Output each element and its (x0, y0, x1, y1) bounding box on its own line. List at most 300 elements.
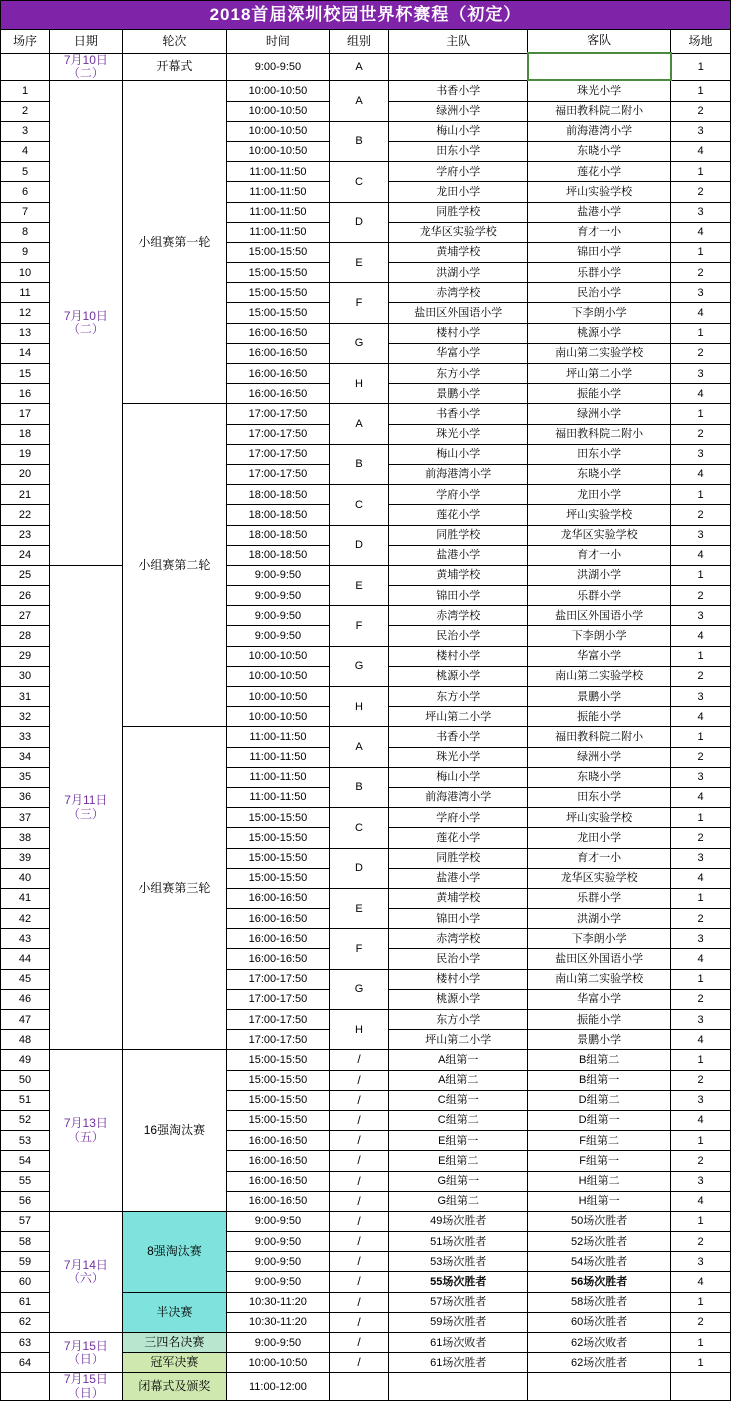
home-team: 同胜学校 (389, 525, 528, 545)
away-team: 绿洲小学 (528, 404, 671, 424)
group-cell: C (329, 485, 389, 525)
match-no: 35 (1, 767, 50, 787)
away-team: 景鹏小学 (528, 1030, 671, 1050)
away-team: 珠光小学 (528, 80, 671, 101)
home-team (389, 53, 528, 80)
venue-cell: 4 (671, 303, 731, 323)
away-team: 乐群小学 (528, 888, 671, 908)
venue-cell: 4 (671, 545, 731, 565)
home-team: 楼村小学 (389, 969, 528, 989)
home-team: 莲花小学 (389, 505, 528, 525)
match-no: 63 (1, 1333, 50, 1353)
home-team: 景鹏小学 (389, 384, 528, 404)
group-cell: A (329, 404, 389, 444)
match-no: 9 (1, 242, 50, 262)
match-no: 19 (1, 444, 50, 464)
time-cell: 17:00-17:50 (227, 444, 329, 464)
table-row (1, 53, 731, 80)
venue-cell: 2 (671, 828, 731, 848)
home-team: 55场次胜者 (389, 1272, 528, 1292)
home-team: 洪湖小学 (389, 263, 528, 283)
home-team: 锦田小学 (389, 909, 528, 929)
away-team: 52场次胜者 (528, 1232, 671, 1252)
away-team: 54场次胜者 (528, 1252, 671, 1272)
home-team: 赤湾学校 (389, 283, 528, 303)
time-cell: 16:00-16:50 (227, 1151, 329, 1171)
venue-cell: 4 (671, 1191, 731, 1211)
away-team: 华富小学 (528, 646, 671, 666)
date-cell: 7月10日 （二） (50, 80, 123, 565)
time-cell: 11:00-11:50 (227, 182, 329, 202)
match-no: 39 (1, 848, 50, 868)
home-team: 珠光小学 (389, 747, 528, 767)
away-team: 洪湖小学 (528, 909, 671, 929)
home-team: 赤湾学校 (389, 929, 528, 949)
round-cell: 小组赛第一轮 (122, 80, 227, 404)
time-cell: 15:00-15:50 (227, 263, 329, 283)
home-team: 49场次胜者 (389, 1211, 528, 1231)
time-cell: 11:00-11:50 (227, 747, 329, 767)
away-team: D组第二 (528, 1090, 671, 1110)
home-team: 桃源小学 (389, 666, 528, 686)
away-team: 振能小学 (528, 1010, 671, 1030)
time-cell: 17:00-17:50 (227, 404, 329, 424)
match-no: 1 (1, 80, 50, 101)
time-cell: 18:00-18:50 (227, 485, 329, 505)
venue-cell: 3 (671, 202, 731, 222)
venue-cell: 4 (671, 1272, 731, 1292)
group-cell: E (329, 565, 389, 605)
away-team: 62场次胜者 (528, 1353, 671, 1373)
time-cell: 10:00-10:50 (227, 141, 329, 161)
home-team: 莲花小学 (389, 828, 528, 848)
match-no: 13 (1, 323, 50, 343)
home-team: 楼村小学 (389, 323, 528, 343)
venue-cell: 2 (671, 909, 731, 929)
home-team: 锦田小学 (389, 586, 528, 606)
away-team: 乐群小学 (528, 263, 671, 283)
match-no: 29 (1, 646, 50, 666)
venue-cell: 3 (671, 767, 731, 787)
home-team: 同胜学校 (389, 202, 528, 222)
away-team: 东晓小学 (528, 767, 671, 787)
date-cell: 7月15日 （日） (50, 1333, 123, 1373)
match-no: 32 (1, 707, 50, 727)
away-team: 田东小学 (528, 787, 671, 807)
time-cell: 11:00-11:50 (227, 787, 329, 807)
away-team: 龙华区实验学校 (528, 868, 671, 888)
group-cell: A (329, 727, 389, 767)
round-cell: 三四名决赛 (122, 1333, 227, 1353)
away-team: 50场次胜者 (528, 1211, 671, 1231)
away-team: 福田教科院二附小 (528, 424, 671, 444)
match-no: 58 (1, 1232, 50, 1252)
time-cell: 10:00-10:50 (227, 666, 329, 686)
match-no: 22 (1, 505, 50, 525)
venue-cell: 2 (671, 989, 731, 1009)
time-cell: 16:00-16:50 (227, 929, 329, 949)
time-cell: 10:00-10:50 (227, 101, 329, 121)
venue-cell: 4 (671, 868, 731, 888)
match-no: 52 (1, 1110, 50, 1130)
away-team: F组第二 (528, 1131, 671, 1151)
group-cell: / (329, 1333, 389, 1353)
match-no: 27 (1, 606, 50, 626)
group-cell: / (329, 1232, 389, 1252)
venue-cell: 2 (671, 343, 731, 363)
match-no: 28 (1, 626, 50, 646)
venue-cell: 1 (671, 323, 731, 343)
time-cell: 9:00-9:50 (227, 1252, 329, 1272)
match-no: 5 (1, 162, 50, 182)
match-no: 16 (1, 384, 50, 404)
away-team: 62场次败者 (528, 1333, 671, 1353)
group-cell: G (329, 323, 389, 363)
match-no: 24 (1, 545, 50, 565)
table-row (1, 565, 731, 585)
away-team: 坪山实验学校 (528, 182, 671, 202)
home-team: E组第二 (389, 1151, 528, 1171)
home-team: 学府小学 (389, 808, 528, 828)
group-cell: / (329, 1353, 389, 1373)
round-cell: 冠军决赛 (122, 1353, 227, 1373)
away-team: 乐群小学 (528, 586, 671, 606)
away-team: 振能小学 (528, 707, 671, 727)
time-cell: 10:00-10:50 (227, 80, 329, 101)
time-cell: 18:00-18:50 (227, 505, 329, 525)
time-cell: 10:00-10:50 (227, 121, 329, 141)
match-no (1, 1373, 50, 1400)
away-team[interactable] (528, 53, 671, 80)
match-no: 10 (1, 263, 50, 283)
time-cell: 17:00-17:50 (227, 1030, 329, 1050)
match-no: 3 (1, 121, 50, 141)
table-row (1, 1050, 731, 1070)
match-no: 57 (1, 1211, 50, 1231)
away-team: 龙田小学 (528, 485, 671, 505)
venue-cell: 1 (671, 80, 731, 101)
match-no: 45 (1, 969, 50, 989)
venue-cell: 2 (671, 586, 731, 606)
group-cell: B (329, 121, 389, 161)
group-cell: / (329, 1050, 389, 1070)
group-cell: F (329, 283, 389, 323)
home-team: 61场次败者 (389, 1333, 528, 1353)
away-team: 华富小学 (528, 989, 671, 1009)
venue-cell: 1 (671, 1353, 731, 1373)
group-cell: / (329, 1090, 389, 1110)
time-cell: 10:00-10:50 (227, 646, 329, 666)
away-team: 南山第二实验学校 (528, 666, 671, 686)
time-cell: 16:00-16:50 (227, 909, 329, 929)
venue-cell: 4 (671, 626, 731, 646)
venue-cell: 2 (671, 1151, 731, 1171)
match-no: 64 (1, 1353, 50, 1373)
home-team: 绿洲小学 (389, 101, 528, 121)
venue-cell: 3 (671, 1010, 731, 1030)
date-cell: 7月14日 （六） (50, 1211, 123, 1332)
home-team: 民治小学 (389, 949, 528, 969)
match-no: 21 (1, 485, 50, 505)
match-no: 54 (1, 1151, 50, 1171)
away-team: 育才一小 (528, 848, 671, 868)
time-cell: 16:00-16:50 (227, 343, 329, 363)
column-header-1: 日期 (50, 30, 123, 54)
venue-cell: 1 (671, 1211, 731, 1231)
group-cell (329, 1373, 389, 1400)
date-cell: 7月13日 （五） (50, 1050, 123, 1212)
group-cell: D (329, 848, 389, 888)
time-cell: 10:30-11:20 (227, 1312, 329, 1332)
away-team: 盐港小学 (528, 202, 671, 222)
time-cell: 16:00-16:50 (227, 888, 329, 908)
group-cell: E (329, 242, 389, 282)
time-cell: 17:00-17:50 (227, 969, 329, 989)
group-cell: F (329, 606, 389, 646)
table-row (1, 1, 731, 30)
match-no: 6 (1, 182, 50, 202)
time-cell: 15:00-15:50 (227, 808, 329, 828)
match-no: 26 (1, 586, 50, 606)
group-cell: B (329, 444, 389, 484)
time-cell: 9:00-9:50 (227, 1272, 329, 1292)
venue-cell: 4 (671, 222, 731, 242)
home-team: 东方小学 (389, 364, 528, 384)
group-cell: D (329, 202, 389, 242)
table-row (1, 80, 731, 101)
time-cell: 15:00-15:50 (227, 868, 329, 888)
away-team: 育才一小 (528, 545, 671, 565)
venue-cell: 3 (671, 121, 731, 141)
home-team: 黄埔学校 (389, 888, 528, 908)
venue-cell: 1 (671, 969, 731, 989)
away-team: 桃源小学 (528, 323, 671, 343)
group-cell: / (329, 1151, 389, 1171)
home-team: A组第二 (389, 1070, 528, 1090)
home-team: 盐田区外国语小学 (389, 303, 528, 323)
away-team: F组第一 (528, 1151, 671, 1171)
match-no: 20 (1, 464, 50, 484)
match-no: 37 (1, 808, 50, 828)
group-cell: F (329, 929, 389, 969)
time-cell: 9:00-9:50 (227, 586, 329, 606)
away-team: 龙田小学 (528, 828, 671, 848)
time-cell: 16:00-16:50 (227, 1131, 329, 1151)
away-team: 洪湖小学 (528, 565, 671, 585)
venue-cell: 2 (671, 666, 731, 686)
match-no: 4 (1, 141, 50, 161)
table-row (1, 30, 731, 54)
home-team: 前海港湾小学 (389, 464, 528, 484)
match-no: 8 (1, 222, 50, 242)
match-no: 23 (1, 525, 50, 545)
home-team: C组第一 (389, 1090, 528, 1110)
time-cell: 15:00-15:50 (227, 1070, 329, 1090)
group-cell: / (329, 1211, 389, 1231)
home-team: G组第二 (389, 1191, 528, 1211)
home-team: 坪山第二小学 (389, 1030, 528, 1050)
home-team: 梅山小学 (389, 444, 528, 464)
away-team: 东晓小学 (528, 464, 671, 484)
match-no: 38 (1, 828, 50, 848)
home-team: 51场次胜者 (389, 1232, 528, 1252)
match-no: 14 (1, 343, 50, 363)
match-no: 44 (1, 949, 50, 969)
round-cell: 8强淘汰赛 (122, 1211, 227, 1292)
away-team: 育才一小 (528, 222, 671, 242)
round-cell: 小组赛第二轮 (122, 404, 227, 727)
venue-cell: 1 (671, 565, 731, 585)
away-team: 田东小学 (528, 444, 671, 464)
venue-cell: 3 (671, 444, 731, 464)
away-team: 下李朗小学 (528, 626, 671, 646)
time-cell: 18:00-18:50 (227, 525, 329, 545)
venue-cell: 2 (671, 263, 731, 283)
time-cell: 11:00-11:50 (227, 222, 329, 242)
venue-cell: 1 (671, 404, 731, 424)
away-team: 58场次胜者 (528, 1292, 671, 1312)
time-cell: 9:00-9:50 (227, 565, 329, 585)
group-cell: C (329, 808, 389, 848)
match-no: 36 (1, 787, 50, 807)
date-cell: 7月11日 （三） (50, 565, 123, 1050)
home-team: 梅山小学 (389, 121, 528, 141)
home-team: 龙华区实验学校 (389, 222, 528, 242)
venue-cell: 3 (671, 1090, 731, 1110)
away-team: 锦田小学 (528, 242, 671, 262)
away-team: 绿洲小学 (528, 747, 671, 767)
venue-cell: 1 (671, 808, 731, 828)
match-no: 7 (1, 202, 50, 222)
match-no: 55 (1, 1171, 50, 1191)
away-team: 坪山实验学校 (528, 505, 671, 525)
home-team: A组第一 (389, 1050, 528, 1070)
round-cell: 16强淘汰赛 (122, 1050, 227, 1212)
time-cell: 16:00-16:50 (227, 949, 329, 969)
away-team: 振能小学 (528, 384, 671, 404)
home-team: 同胜学校 (389, 848, 528, 868)
group-cell: B (329, 767, 389, 807)
time-cell: 11:00-11:50 (227, 727, 329, 747)
table-row (1, 1211, 731, 1231)
away-team: 盐田区外国语小学 (528, 949, 671, 969)
time-cell: 16:00-16:50 (227, 384, 329, 404)
match-no: 49 (1, 1050, 50, 1070)
home-team: E组第一 (389, 1131, 528, 1151)
home-team: 盐港小学 (389, 545, 528, 565)
time-cell: 9:00-9:50 (227, 1333, 329, 1353)
match-no: 11 (1, 283, 50, 303)
match-no: 15 (1, 364, 50, 384)
home-team: 学府小学 (389, 162, 528, 182)
venue-cell: 1 (671, 1333, 731, 1353)
group-cell: / (329, 1191, 389, 1211)
venue-cell: 1 (671, 727, 731, 747)
group-cell: / (329, 1171, 389, 1191)
table-row (1, 1333, 731, 1353)
home-team: 前海港湾小学 (389, 787, 528, 807)
group-cell: G (329, 969, 389, 1009)
match-no: 60 (1, 1272, 50, 1292)
group-cell: / (329, 1110, 389, 1130)
match-no: 47 (1, 1010, 50, 1030)
group-cell: G (329, 646, 389, 686)
match-no: 62 (1, 1312, 50, 1332)
time-cell: 16:00-16:50 (227, 323, 329, 343)
away-team: 莲花小学 (528, 162, 671, 182)
group-cell: / (329, 1312, 389, 1332)
venue-cell: 4 (671, 1030, 731, 1050)
group-cell: / (329, 1272, 389, 1292)
home-team: 盐港小学 (389, 868, 528, 888)
round-cell: 闭幕式及颁奖 (122, 1373, 227, 1400)
column-header-5: 主队 (389, 30, 528, 54)
round-cell: 开幕式 (122, 53, 227, 80)
match-no: 41 (1, 888, 50, 908)
time-cell: 15:00-15:50 (227, 1090, 329, 1110)
home-team: 53场次胜者 (389, 1252, 528, 1272)
venue-cell: 3 (671, 606, 731, 626)
away-team: 盐田区外国语小学 (528, 606, 671, 626)
home-team: 龙田小学 (389, 182, 528, 202)
home-team: 57场次胜者 (389, 1292, 528, 1312)
time-cell: 9:00-9:50 (227, 1232, 329, 1252)
away-team: 福田教科院二附小 (528, 727, 671, 747)
venue-cell: 2 (671, 1070, 731, 1090)
away-team: 坪山实验学校 (528, 808, 671, 828)
group-cell: E (329, 888, 389, 928)
away-team: 56场次胜者 (528, 1272, 671, 1292)
column-header-2: 轮次 (122, 30, 227, 54)
venue-cell: 3 (671, 525, 731, 545)
column-header-7: 场地 (671, 30, 731, 54)
venue-cell: 4 (671, 707, 731, 727)
date-cell: 7月10日 （二） (50, 53, 123, 80)
venue-cell: 2 (671, 1232, 731, 1252)
date-cell: 7月15日 （日） (50, 1373, 123, 1400)
away-team: 坪山第二小学 (528, 364, 671, 384)
home-team: 书香小学 (389, 80, 528, 101)
away-team: 福田教科院二附小 (528, 101, 671, 121)
home-team: 赤湾学校 (389, 606, 528, 626)
match-no: 17 (1, 404, 50, 424)
home-team: 华富小学 (389, 343, 528, 363)
venue-cell: 4 (671, 141, 731, 161)
home-team: 田东小学 (389, 141, 528, 161)
round-cell: 半决赛 (122, 1292, 227, 1332)
away-team: B组第二 (528, 1050, 671, 1070)
venue-cell: 2 (671, 182, 731, 202)
time-cell: 16:00-16:50 (227, 364, 329, 384)
venue-cell: 1 (671, 53, 731, 80)
time-cell: 9:00-9:50 (227, 606, 329, 626)
time-cell: 17:00-17:50 (227, 1010, 329, 1030)
match-no: 34 (1, 747, 50, 767)
venue-cell: 3 (671, 283, 731, 303)
home-team: 民治小学 (389, 626, 528, 646)
home-team: 书香小学 (389, 727, 528, 747)
match-no (1, 53, 50, 80)
venue-cell: 4 (671, 1110, 731, 1130)
time-cell: 15:00-15:50 (227, 828, 329, 848)
group-cell: / (329, 1292, 389, 1312)
home-team: 书香小学 (389, 404, 528, 424)
time-cell: 17:00-17:50 (227, 464, 329, 484)
time-cell: 11:00-11:50 (227, 767, 329, 787)
venue-cell: 2 (671, 101, 731, 121)
away-team: 龙华区实验学校 (528, 525, 671, 545)
time-cell: 10:30-11:20 (227, 1292, 329, 1312)
